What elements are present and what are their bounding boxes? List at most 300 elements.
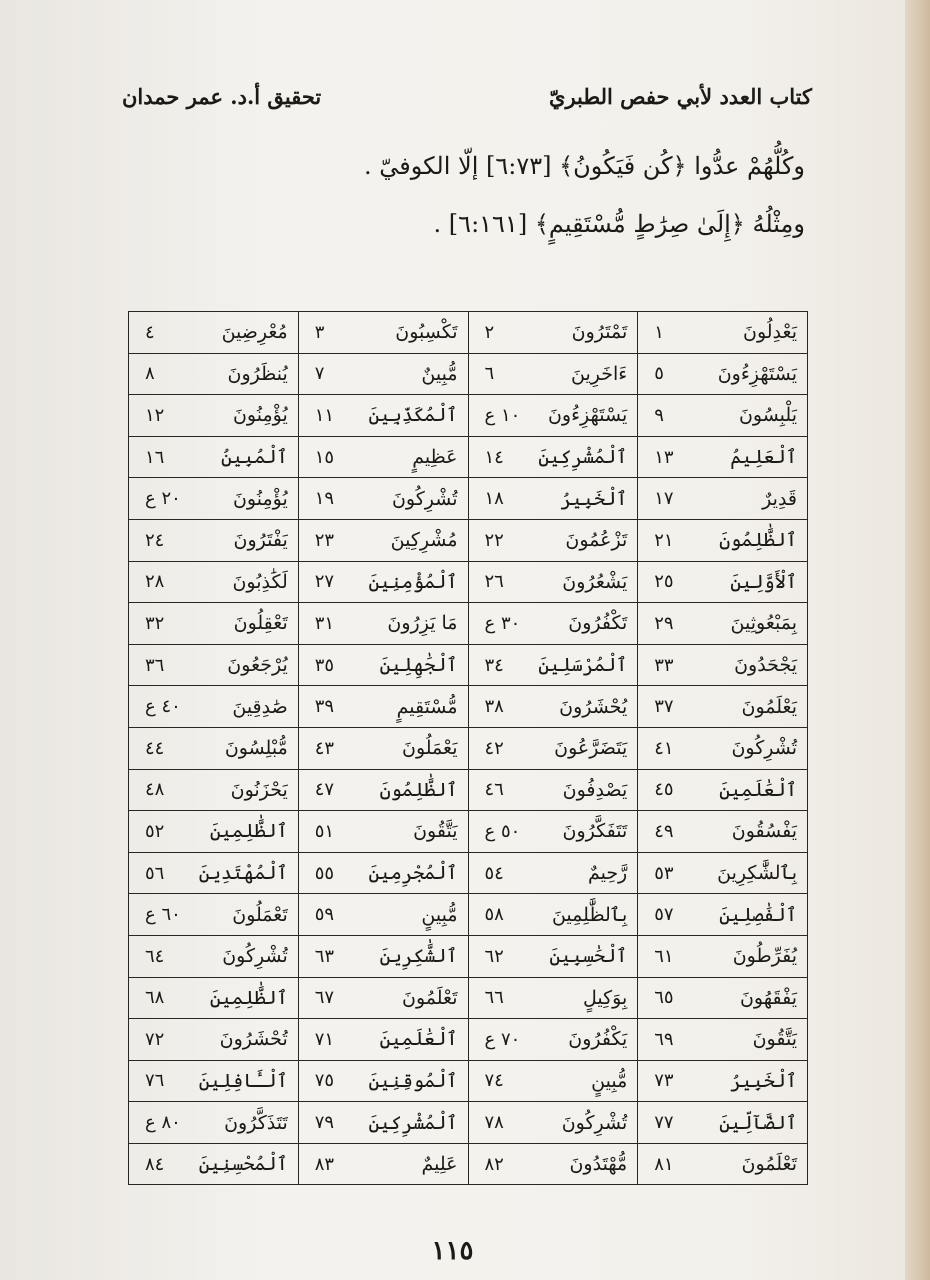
verse-number: ٤ [145, 321, 155, 343]
cell-content [479, 446, 628, 468]
cell-content [309, 1070, 458, 1092]
cell-content [479, 571, 628, 593]
cell-content [648, 945, 797, 967]
verse-number: ٦٨ [145, 987, 165, 1009]
verse-ending-word: ٱلْفَٰصِلِينَ [719, 903, 797, 926]
verse-ending-word: تُحْشَرُونَ [219, 1028, 288, 1051]
table-cell [638, 686, 808, 728]
verse-ending-word: ٱلْمُرْسَلِينَ [538, 654, 628, 677]
verse-number: ٦٩ [654, 1028, 674, 1050]
verse-ending-word: يَكْفُرُونَ [568, 1028, 628, 1051]
verse-ending-word: يُحْشَرُونَ [559, 695, 628, 718]
verse-number: ٢٠ ع [145, 488, 181, 510]
verse-number: ٥٣ [654, 862, 674, 884]
verse-number: ٥٥ [314, 862, 335, 884]
verse-number: ٢٤ [145, 529, 165, 551]
table-cell [638, 1019, 808, 1061]
verse-number: ٧٩ [314, 1112, 335, 1134]
verse-ending-word: تَعْمَلُونَ [232, 903, 288, 926]
table-cell [298, 977, 468, 1019]
verse-ending-word: يَحْزَنُونَ [230, 778, 288, 801]
table-cell [298, 1019, 468, 1061]
verse-number: ٣٦ [145, 654, 165, 676]
cell-content [648, 612, 797, 634]
table-cell [468, 977, 638, 1019]
verse-ending-word: تَعْقِلُونَ [233, 612, 288, 635]
cell-content [139, 404, 288, 426]
table-row [129, 852, 808, 894]
cell-content [139, 779, 288, 801]
cell-content [139, 987, 288, 1009]
table-cell [129, 811, 299, 853]
verse-ending-word: يَلْبِسُونَ [738, 404, 797, 427]
cell-content [139, 654, 288, 676]
verse-ending-word: ٱلظَّٰلِمُونَ [719, 529, 797, 552]
verse-ending-word: يَتَّقُونَ [752, 1028, 797, 1051]
table-cell [298, 686, 468, 728]
cell-content [139, 945, 288, 967]
verse-number: ٧٨ [484, 1112, 504, 1134]
table-row [129, 561, 808, 603]
verse-number: ٤٠ ع [145, 696, 181, 718]
verse-number: ٨ [145, 363, 155, 385]
table-cell [468, 1143, 638, 1185]
table-cell [129, 769, 299, 811]
verse-ending-word: ٱلظَّٰلِمُونَ [379, 778, 458, 801]
verse-ending-word: يُؤْمِنُونَ [232, 404, 288, 427]
table-cell [129, 519, 299, 561]
table-cell [129, 1143, 299, 1185]
verse-ending-word: تَتَفَكَّرُونَ [562, 820, 628, 843]
table-cell [468, 312, 638, 354]
cell-content [139, 696, 288, 718]
verse-number: ٥٩ [314, 904, 335, 926]
verse-number: ٤٨ [145, 779, 165, 801]
verse-endings-table [128, 311, 808, 1185]
verse-ending-word: تَعْلَمُونَ [402, 986, 458, 1009]
table-cell [468, 727, 638, 769]
table-cell [129, 894, 299, 936]
cell-content [139, 612, 288, 634]
cell-content [309, 862, 458, 884]
cell-content [648, 571, 797, 593]
cell-content [309, 779, 458, 801]
table-cell [638, 852, 808, 894]
cell-content [479, 363, 628, 385]
verse-ending-word: يَعْمَلُونَ [402, 737, 458, 760]
verse-ending-word: مُّسْتَقِيمٍ [396, 695, 458, 718]
verse-ending-word: تَكْسِبُونَ [395, 321, 458, 344]
table-cell [468, 395, 638, 437]
table-row [129, 478, 808, 520]
verse-ending-word: تَزْعُمُونَ [565, 529, 628, 552]
table-row [129, 1060, 808, 1102]
verse-ending-word: يَسْتَهْزِءُونَ [717, 362, 797, 385]
verse-ending-word: يَفْقَهُونَ [739, 986, 797, 1009]
table-cell [129, 312, 299, 354]
verse-number: ٥٧ [654, 904, 674, 926]
cell-content [479, 945, 628, 967]
table-cell [638, 312, 808, 354]
cell-content [139, 737, 288, 759]
cell-content [139, 1070, 288, 1092]
table-cell [468, 935, 638, 977]
table-row [129, 312, 808, 354]
verse-number: ١٠ ع [484, 404, 521, 426]
table-cell [468, 353, 638, 395]
verse-number: ٨٢ [484, 1153, 504, 1175]
table-cell [129, 395, 299, 437]
verse-number: ٧١ [314, 1028, 335, 1050]
verse-ending-word: لَكَٰذِبُونَ [232, 570, 288, 593]
table-cell [298, 811, 468, 853]
body-text-line-1: وكُلُّهُمْ عدُّوا ﴿كُن فَيَكُونُ﴾ [٦:٧٣] إلّا الكوفيّ . [364, 152, 805, 180]
table-cell [129, 353, 299, 395]
verse-number: ٢٣ [314, 529, 335, 551]
editor-credit: تحقيق أ.د. عمر حمدان [122, 84, 322, 109]
cell-content [139, 321, 288, 343]
verse-ending-word: يَعْدِلُونَ [743, 321, 797, 344]
cell-content [479, 987, 628, 1009]
verse-number: ١٤ [484, 446, 504, 468]
verse-ending-word: ٱلْجَٰهِلِينَ [379, 654, 458, 677]
cell-content [139, 446, 288, 468]
cell-content [309, 363, 458, 385]
verse-number: ٢٢ [484, 529, 504, 551]
cell-content [648, 1153, 797, 1175]
verse-ending-word: تُشْرِكُونَ [391, 487, 458, 510]
verse-ending-word: ٱلْحَٰسِبِينَ [549, 945, 628, 968]
table-cell [298, 894, 468, 936]
cell-content [139, 488, 288, 510]
verse-number: ٣٣ [654, 654, 674, 676]
verse-number: ٥ [654, 363, 664, 385]
table-cell [129, 1019, 299, 1061]
table-cell [298, 1060, 468, 1102]
table-cell [638, 561, 808, 603]
cell-content [479, 820, 628, 842]
table-row [129, 811, 808, 853]
verse-ending-word: بِٱلشَّٰكِرِينَ [717, 862, 797, 885]
verse-ending-word: ٱلْمُؤْمِنِينَ [368, 570, 458, 593]
table-row [129, 935, 808, 977]
verse-number: ٣٩ [314, 696, 335, 718]
verse-number: ٣ [314, 321, 325, 343]
running-header [122, 84, 812, 118]
cell-content [479, 862, 628, 884]
cell-content [648, 737, 797, 759]
verse-number: ٦٠ ع [145, 904, 181, 926]
table-cell [468, 894, 638, 936]
table-cell [468, 478, 638, 520]
cell-content [479, 696, 628, 718]
verse-ending-word: ءَاخَرِينَ [571, 362, 628, 385]
verse-number: ٨٠ ع [145, 1112, 181, 1134]
verse-number: ١١ [314, 404, 335, 426]
cell-content [309, 737, 458, 759]
table-cell [129, 852, 299, 894]
table-cell [638, 811, 808, 853]
verse-number: ٣٤ [484, 654, 504, 676]
verse-number: ٦٣ [314, 945, 335, 967]
verse-ending-word: مُشْرِكِينَ [390, 529, 458, 552]
verse-number: ٥٨ [484, 904, 504, 926]
verse-number: ٨١ [654, 1153, 674, 1175]
table-cell [129, 644, 299, 686]
table-row [129, 395, 808, 437]
table-cell [129, 727, 299, 769]
cell-content [648, 363, 797, 385]
cell-content [648, 1028, 797, 1050]
cell-content [139, 1112, 288, 1134]
cell-content [479, 1028, 628, 1050]
verse-number: ١٩ [314, 488, 335, 510]
table-cell [468, 561, 638, 603]
verse-number: ٣٨ [484, 696, 504, 718]
verse-ending-word: مُّبْلِسُونَ [224, 737, 288, 760]
verse-ending-word: صَٰدِقِينَ [232, 695, 288, 718]
cell-content [648, 904, 797, 926]
verse-number: ٣٧ [654, 696, 674, 718]
cell-content [309, 612, 458, 634]
verse-number: ٢٨ [145, 571, 165, 593]
table-cell [638, 436, 808, 478]
verse-ending-word: تَمْتَرُونَ [571, 321, 628, 344]
verse-ending-word: ٱلضَّآلِّينَ [719, 1111, 797, 1134]
verse-number: ٤١ [654, 737, 674, 759]
table-cell [468, 1060, 638, 1102]
table-cell [129, 1102, 299, 1144]
table-cell [468, 769, 638, 811]
cell-content [479, 321, 628, 343]
verse-number: ٦٧ [314, 987, 335, 1009]
cell-content [479, 904, 628, 926]
verse-number: ٦ [484, 363, 495, 385]
verse-ending-word: يُؤْمِنُونَ [232, 487, 288, 510]
table-row [129, 1102, 808, 1144]
verse-ending-word: عَلِيمٌ [421, 1153, 458, 1176]
cell-content [309, 321, 458, 343]
cell-content [479, 1070, 628, 1092]
table-cell [638, 644, 808, 686]
cell-content [139, 1028, 288, 1050]
cell-content [309, 696, 458, 718]
verse-ending-word: ٱلْعَٰلَمِينَ [379, 1028, 458, 1051]
verse-ending-word: بِٱلظَّٰلِمِينَ [551, 903, 628, 926]
table-cell [298, 395, 468, 437]
verse-ending-word: يَجْحَدُونَ [734, 654, 797, 677]
table-cell [298, 1143, 468, 1185]
verse-ending-word: يُفَرِّطُونَ [732, 945, 797, 968]
verse-ending-word: رَّحِيمٌ [587, 862, 628, 885]
verse-ending-word: يَتَّقُونَ [413, 820, 458, 843]
table-cell [129, 478, 299, 520]
cell-content [648, 987, 797, 1009]
verse-ending-word: يُرْجَعُونَ [227, 654, 288, 677]
table-cell [129, 686, 299, 728]
table-cell [298, 852, 468, 894]
verse-number: ٧ [314, 363, 325, 385]
verse-number: ٧٣ [654, 1070, 674, 1092]
verse-ending-word: ٱلْخَبِيرُ [730, 1069, 797, 1092]
verse-number: ٧٠ ع [484, 1028, 521, 1050]
table-row [129, 727, 808, 769]
verse-ending-word: مُّبِينٌ [421, 362, 458, 385]
cell-content [309, 404, 458, 426]
cell-content [479, 488, 628, 510]
table-cell [638, 519, 808, 561]
table-cell [638, 977, 808, 1019]
verse-ending-word: مُّبِينٍ [591, 1069, 628, 1092]
table-cell [298, 1102, 468, 1144]
table-cell [298, 436, 468, 478]
verse-number: ٩ [654, 404, 664, 426]
verse-number: ٧٦ [145, 1070, 165, 1092]
cell-content [648, 488, 797, 510]
cell-content [139, 571, 288, 593]
cell-content [139, 1153, 288, 1175]
verse-number: ٢٥ [654, 571, 674, 593]
cell-content [479, 654, 628, 676]
verse-number: ٨٤ [145, 1153, 165, 1175]
cell-content [309, 1153, 458, 1175]
verse-ending-word: تُشْرِكُونَ [561, 1111, 628, 1134]
page-number: ١١٥ [431, 1236, 474, 1266]
verse-ending-word: يَتَضَرَّعُونَ [554, 737, 628, 760]
cell-content [139, 862, 288, 884]
cell-content [479, 1153, 628, 1175]
cell-content [648, 1070, 797, 1092]
table-cell [638, 727, 808, 769]
verse-number: ٢٩ [654, 612, 674, 634]
verse-number: ١٦ [145, 446, 165, 468]
verse-ending-word: تُشْرِكُونَ [731, 737, 797, 760]
verse-number: ٦٢ [484, 945, 504, 967]
table-cell [298, 312, 468, 354]
table-row [129, 436, 808, 478]
verse-ending-word: بِوَكِيلٍ [582, 986, 628, 1009]
table-cell [468, 811, 638, 853]
verse-number: ٤٥ [654, 779, 674, 801]
verse-number: ٢٦ [484, 571, 504, 593]
table-cell [468, 436, 638, 478]
verse-ending-word: يَفْسُقُونَ [731, 820, 797, 843]
verse-ending-word: ٱلْمُبِينُ [220, 446, 288, 469]
verse-number: ١٣ [654, 446, 674, 468]
verse-ending-word: يَسْتَهْزِءُونَ [547, 404, 628, 427]
table-cell [298, 353, 468, 395]
cell-content [648, 321, 797, 343]
verse-ending-word: عَظِيمٍ [412, 446, 458, 469]
cell-content [309, 654, 458, 676]
table-cell [468, 644, 638, 686]
cell-content [648, 654, 797, 676]
table-body [129, 312, 808, 1185]
verse-ending-word: مَا يَزِرُونَ [387, 612, 458, 635]
table-cell [129, 436, 299, 478]
body-text-line-2: ومِثْلُهُ ﴿إِلَىٰ صِرَٰطٍ مُّسْتَقِيمٍ﴾ [٦:١٦١] . [433, 210, 805, 238]
cell-content [139, 529, 288, 551]
verse-ending-word: ٱلظَّٰلِمِينَ [209, 986, 288, 1009]
book-spine [905, 0, 930, 1280]
verse-number: ٦٦ [484, 987, 504, 1009]
cell-content [648, 404, 797, 426]
verse-ending-word: تَتَذَكَّرُونَ [224, 1111, 288, 1134]
verse-number: ٦٥ [654, 987, 674, 1009]
verse-ending-word: مُّهْتَدُونَ [569, 1153, 628, 1176]
verse-number: ١٨ [484, 488, 504, 510]
verse-ending-word: ٱلْـَٔافِلِينَ [198, 1069, 288, 1092]
verse-ending-word: يَعْلَمُونَ [741, 695, 797, 718]
verse-number: ١٢ [145, 404, 165, 426]
table-cell [298, 935, 468, 977]
cell-content [479, 1112, 628, 1134]
verse-number: ٢٧ [314, 571, 335, 593]
verse-number: ٣١ [314, 612, 335, 634]
table-cell [638, 478, 808, 520]
table-cell [298, 727, 468, 769]
cell-content [648, 529, 797, 551]
verse-number: ٣٥ [314, 654, 335, 676]
cell-content [648, 820, 797, 842]
cell-content [648, 779, 797, 801]
verse-number: ١٥ [314, 446, 335, 468]
verse-ending-word: ٱلْمُهْتَدِينَ [198, 862, 288, 885]
verse-ending-word: ٱلْعَلِيمُ [730, 446, 797, 469]
cell-content [479, 404, 628, 426]
verse-number: ٥٦ [145, 862, 165, 884]
verse-ending-word: تُشْرِكُونَ [222, 945, 288, 968]
table-cell [638, 769, 808, 811]
table-cell [638, 603, 808, 645]
verse-number: ٥٠ ع [484, 820, 521, 842]
verse-number: ٧٢ [145, 1028, 165, 1050]
verse-number: ٤٣ [314, 737, 335, 759]
verse-number: ٧٧ [654, 1112, 674, 1134]
table-row [129, 603, 808, 645]
verse-ending-word: ٱلشَّٰكِرِينَ [379, 945, 458, 968]
verse-ending-word: تَعْلَمُونَ [741, 1153, 797, 1176]
cell-content [139, 363, 288, 385]
cell-content [309, 571, 458, 593]
cell-content [648, 862, 797, 884]
verse-number: ٥٢ [145, 820, 165, 842]
verse-ending-word: ٱلْمُكَذِّبِينَ [368, 404, 458, 427]
table-row [129, 353, 808, 395]
cell-content [309, 529, 458, 551]
table-row [129, 1019, 808, 1061]
table-row [129, 1143, 808, 1185]
verse-number: ٣٠ ع [484, 612, 521, 634]
table-cell [638, 1143, 808, 1185]
verse-number: ٨٣ [314, 1153, 335, 1175]
verse-ending-word: ٱلظَّٰلِمِينَ [209, 820, 288, 843]
verse-ending-word: تَكْفُرُونَ [568, 612, 628, 635]
cell-content [139, 820, 288, 842]
verse-ending-word: بِمَبْعُوثِينَ [730, 612, 797, 635]
verse-ending-word: ٱلْمُوقِنِينَ [368, 1069, 458, 1092]
table-cell [638, 894, 808, 936]
cell-content [648, 1112, 797, 1134]
table-cell [638, 1060, 808, 1102]
verse-ending-word: ٱلْخَبِيرُ [560, 487, 628, 510]
cell-content [479, 779, 628, 801]
verse-number: ٥٤ [484, 862, 504, 884]
table-cell [468, 603, 638, 645]
verse-ending-word: مُّبِينٍ [421, 903, 458, 926]
cell-content [648, 446, 797, 468]
table-cell [298, 644, 468, 686]
